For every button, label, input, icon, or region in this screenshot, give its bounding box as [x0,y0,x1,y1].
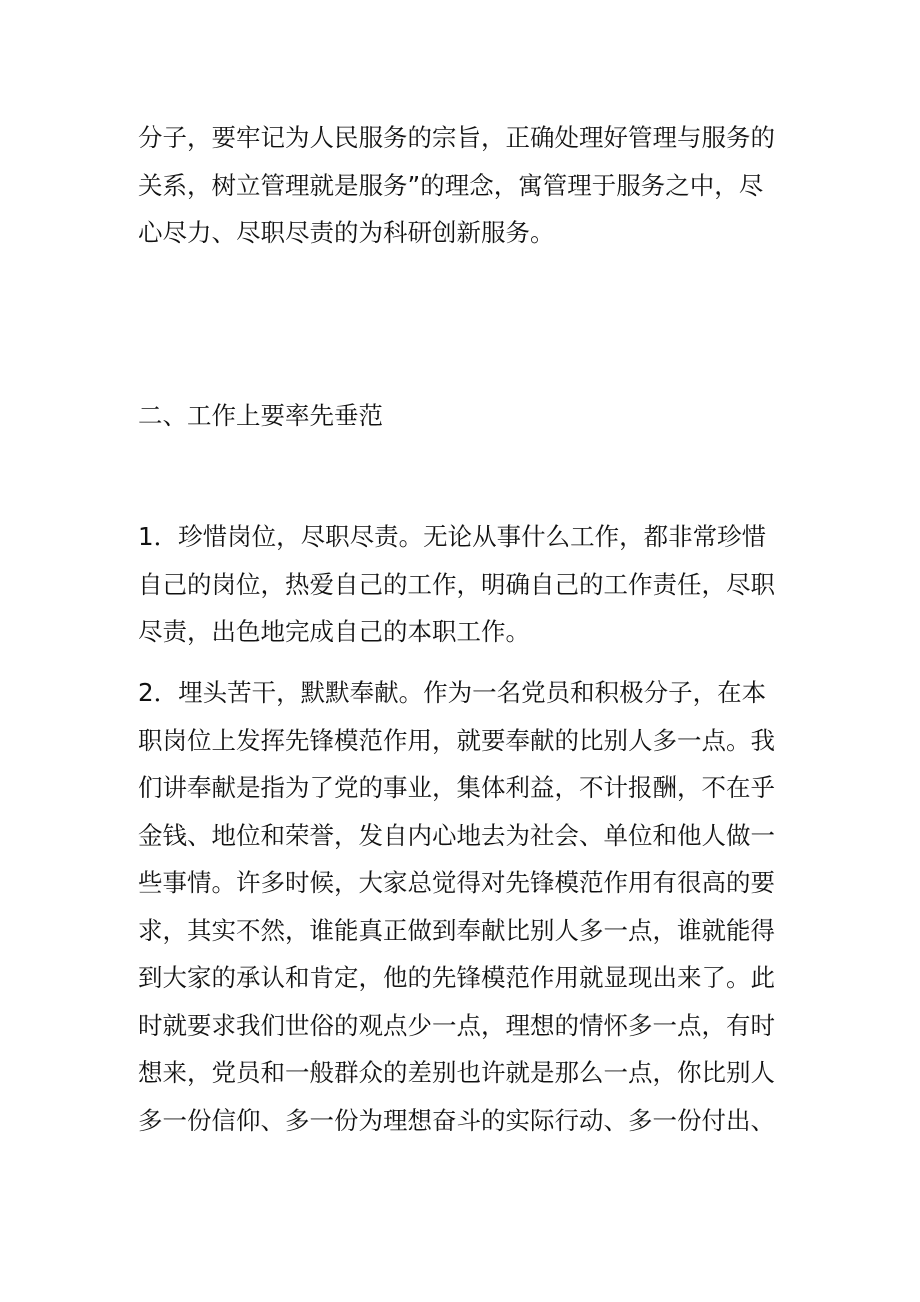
text-line: 2．埋头苦干，默默奉献。作为一名党员和积极分子，在本 [138,678,767,707]
heading-text: 二、工作上要率先垂范 [138,401,383,430]
text-line: 们讲奉献是指为了党的事业，集体利益，不计报酬，不在乎 [138,773,775,802]
numbered-paragraph-2 [138,669,788,1144]
text-line: 想来，党员和一般群众的差别也许就是那么一点，你比别人 [138,1058,775,1087]
text-line: 心尽力、尽职尽责的为科研创新服务。 [138,218,555,247]
section-heading [138,392,788,440]
text-line: 时就要求我们世俗的观点少一点，理想的情怀多一点，有时 [138,1010,775,1040]
text-line: 自己的岗位，热爱自己的工作，明确自己的工作责任，尽职 [138,569,775,599]
text-line: 多一份信仰、多一份为理想奋斗的实际行动、多一份付出、 [138,1105,775,1135]
text-line: 求，其实不然，谁能真正做到奉献比别人多一点，谁就能得 [138,915,775,945]
text-line: 职岗位上发挥先锋模范作用，就要奉献的比别人多一点。我 [138,725,775,755]
text-line: 关系，树立管理就是服务”的理念，寓管理于服务之中，尽 [138,170,764,200]
text-line: 分子，要牢记为人民服务的宗旨，正确处理好管理与服务的 [138,123,775,152]
numbered-paragraph-1 [138,513,788,656]
paragraph-continuation [138,114,788,257]
text-line: 1．珍惜岗位，尽职尽责。无论从事什么工作，都非常珍惜 [138,522,767,551]
text-line: 些事情。许多时候，大家总觉得对先锋模范作用有很高的要 [138,868,775,897]
text-line: 金钱、地位和荣誉，发自内心地去为社会、单位和他人做一 [138,820,775,850]
text-line: 尽责，出色地完成自己的本职工作。 [138,617,530,646]
text-line: 到大家的承认和肯定，他的先锋模范作用就显现出来了。此 [138,963,775,992]
